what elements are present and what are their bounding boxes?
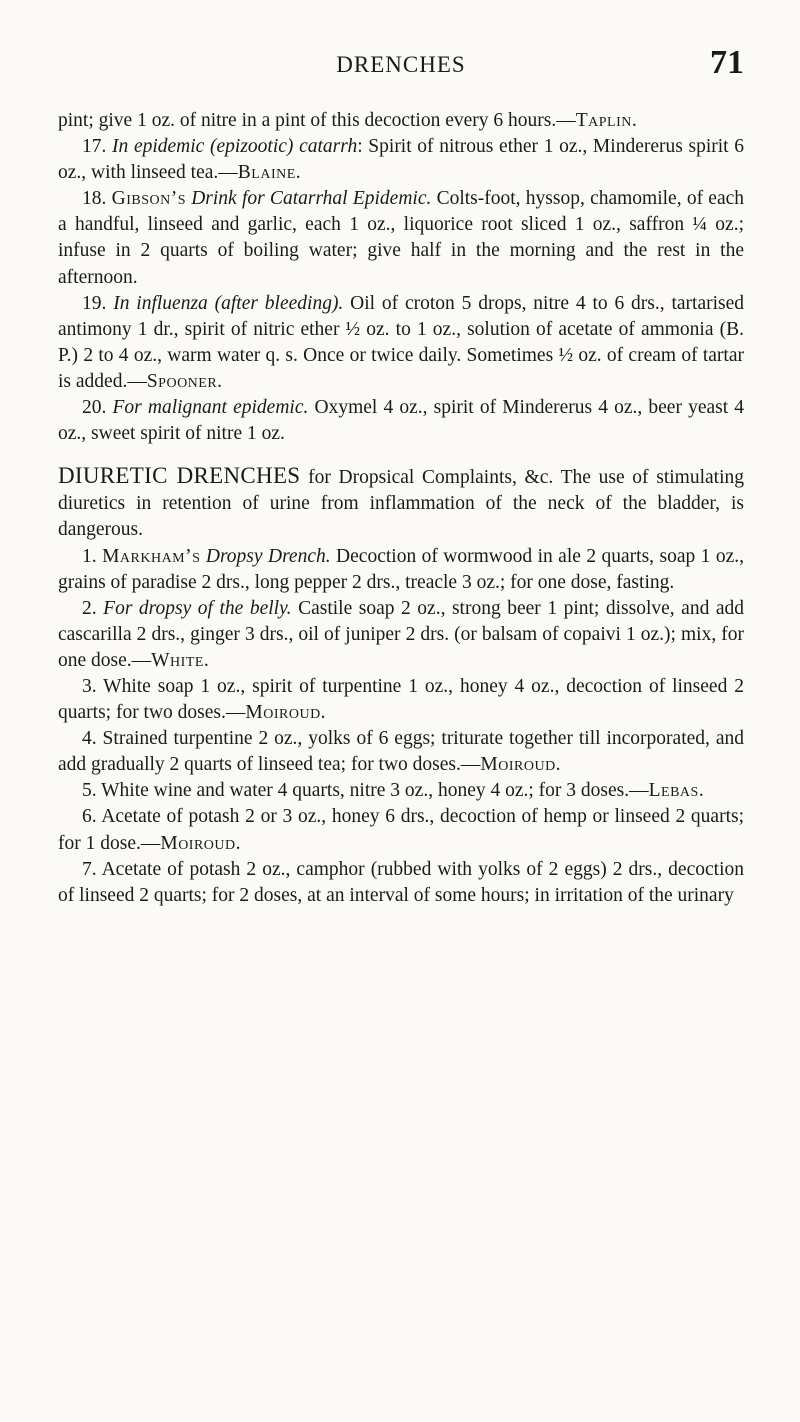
recipe-number: 17. <box>82 136 107 158</box>
diuretic-7: 7. Acetate of potash 2 oz., camphor (rubbed with yolks of 2 eggs) 2 drs., decoction of linseed 2 quarts; for 2 doses, at an interval of some hours; in irritation of the urinary <box>58 858 744 906</box>
diuretic-3: 3. White soap 1 oz., spirit of turpentine 1 oz., honey 4 oz., decoction of linseed 2 quarts; for two doses.—Moiroud. <box>58 675 744 724</box>
recipe-number: 4. <box>82 728 97 750</box>
recipe-number: 6. <box>82 806 97 828</box>
section-title: DIURETIC DRENCHES <box>58 463 301 489</box>
recipe-19: 19. In influenza (after bleeding). Oil of croton 5 drops, nitre 4 to 6 drs., tartarised antimony 1 dr., spirit of nitric ether ½ oz. to 1 oz., solution of acetate of ammonia (B. P.) 2 to 4 oz., warm water q. s. Once or twice daily. Sometimes ½ oz. of cream of tartar is added.—Spooner. <box>58 292 744 392</box>
author-attribution: Moiroud. <box>245 702 327 724</box>
diuretic-5: 5. White wine and water 4 quarts, nitre 3 oz., honey 4 oz.; for 3 doses.—Lebas. <box>82 780 705 802</box>
author-attribution: Moiroud. <box>160 832 242 854</box>
diuretic-1: 1. Markham’s Dropsy Drench. Decoction of wormwood in ale 2 quarts, soap 1 oz., grains of paradise 2 drs., long pepper 2 drs., treacle 3 oz.; for one dose, fasting. <box>58 545 745 593</box>
recipe-number: 18. <box>82 188 107 210</box>
recipe-number: 2. <box>82 597 97 619</box>
author-name: Gibson’s <box>111 188 186 210</box>
diuretic-2: 2. For dropsy of the belly. Castile soap 2 oz., strong beer 1 pint; dissolve, and add cascarilla 2 drs., ginger 3 drs., oil of juniper 2 drs. (or balsam of copaivi 1 oz.); mix, for one dose.—White. <box>58 597 745 671</box>
recipe-number: 20. <box>82 397 107 419</box>
continued-paragraph: pint; give 1 oz. of nitre in a pint of this decoction every 6 hours.—Taplin. <box>58 110 638 131</box>
recipe-number: 19. <box>82 292 107 314</box>
diuretic-6: 6. Acetate of potash 2 or 3 oz., honey 6 drs., decoction of hemp or linseed 2 quarts; for 1 dose.—Moiroud. <box>58 806 744 854</box>
recipe-title: Drink for Catarrhal Epidemic. <box>191 188 432 210</box>
recipe-17: 17. In epidemic (epizootic) catarrh: Spirit of nitrous ether 1 oz., Mindererus spirit 6 oz., with linseed tea.—Blaine. <box>58 136 744 184</box>
recipe-20: 20. For malignant epidemic. Oxymel 4 oz., spirit of Mindererus 4 oz., beer yeast 4 oz., sweet spirit of nitre 1 oz. <box>58 397 745 445</box>
author-attribution: Blaine. <box>237 162 302 184</box>
diuretic-4: 4. Strained turpentine 2 oz., yolks of 6 eggs; triturate together till incorporated, and add gradually 2 quarts of linseed tea; for two doses.—Moiroud. <box>58 728 744 776</box>
author-attribution: White. <box>151 649 210 671</box>
page-number: 71 <box>710 44 744 81</box>
author-name: Markham’s <box>102 545 201 567</box>
author-attribution: Moiroud. <box>480 754 562 776</box>
author-attribution: Spooner. <box>146 370 223 392</box>
recipe-number: 7. <box>82 858 97 880</box>
running-title: DRENCHES <box>336 52 466 77</box>
running-head <box>58 44 744 84</box>
page-body <box>58 108 744 909</box>
recipe-number: 1. <box>82 545 97 567</box>
recipe-number: 3. <box>82 675 97 697</box>
recipe-18: 18. Gibson’s Drink for Catarrhal Epidemic. Colts-foot, hyssop, chamomile, of each a handful, linseed and garlic, each 1 oz., liquorice root sliced 1 oz., saffron ¼ oz.; infuse in 2 quarts of boiling water; give half in the morning and the rest in the afternoon. <box>58 188 745 288</box>
recipe-title: For dropsy of the belly. <box>103 597 292 619</box>
recipe-title: For malignant epidemic. <box>112 397 309 419</box>
recipe-title: In epidemic (epizootic) catarrh <box>112 136 358 158</box>
section-diuretic-drenches: DIURETIC DRENCHES for Dropsical Complaints, &c. The use of stimulating diuretics in retention of urine from inflammation of the neck of the bladder, is dangerous. <box>58 463 744 541</box>
recipe-number: 5. <box>82 780 97 802</box>
author-attribution: Lebas. <box>648 780 705 802</box>
recipe-title: In influenza (after bleeding). <box>113 292 344 314</box>
author-attribution: Taplin. <box>575 110 638 131</box>
recipe-title: Dropsy Drench. <box>205 545 331 567</box>
